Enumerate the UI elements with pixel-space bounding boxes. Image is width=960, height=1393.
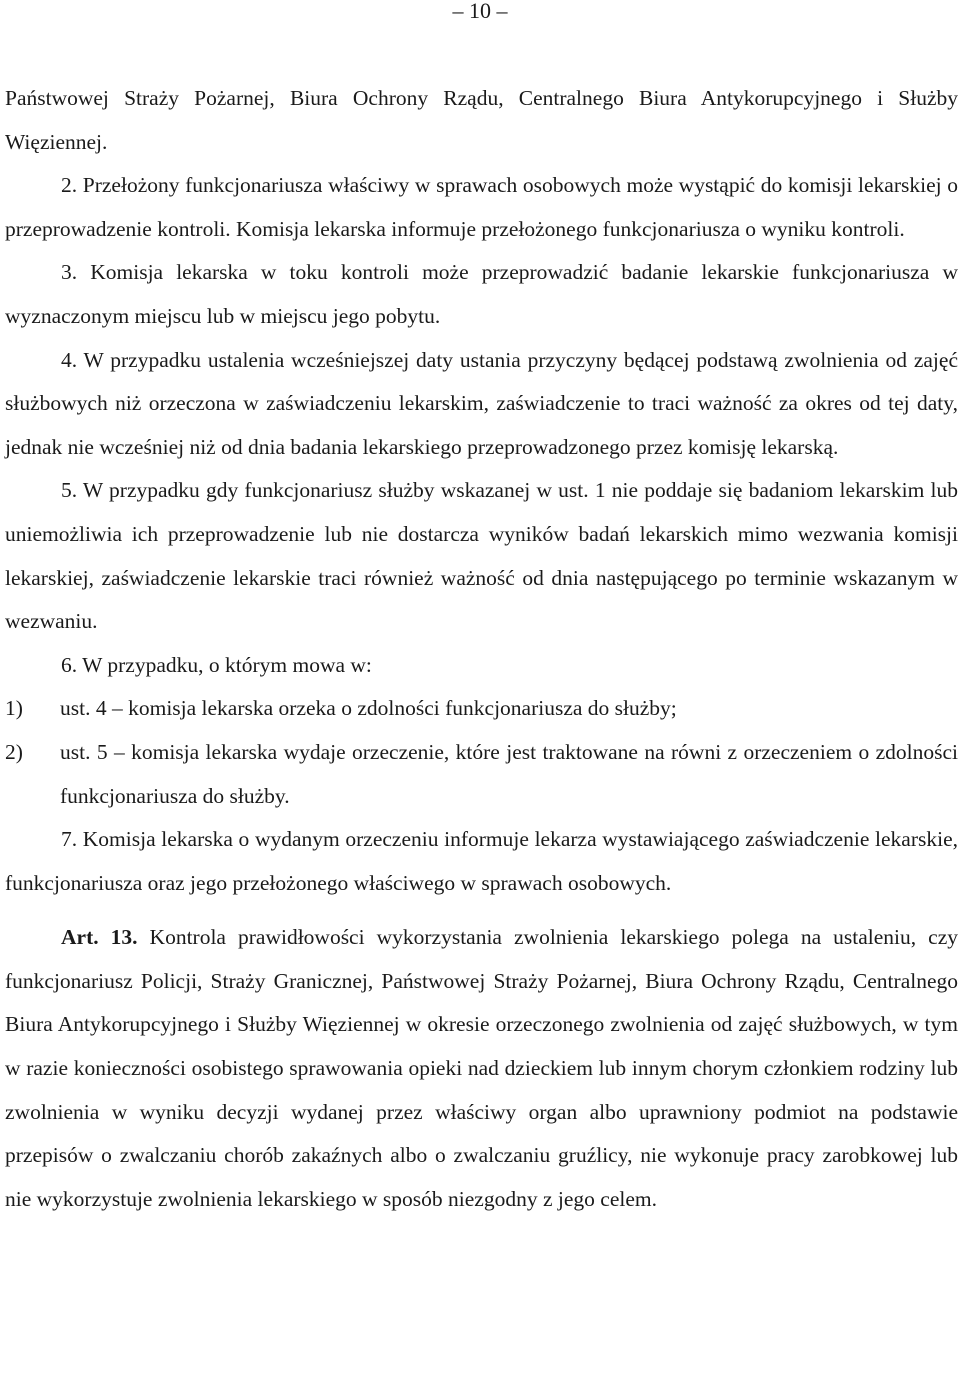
article-13 bbox=[5, 916, 958, 1221]
list-marker: 2) bbox=[5, 739, 23, 764]
list-marker: 1) bbox=[5, 696, 23, 721]
list-item-2 bbox=[5, 731, 958, 818]
document-body bbox=[5, 77, 958, 1221]
list-item-text: ust. 5 – komisja lekarska wydaje orzeczenie, które jest traktowane na równi z orzeczeniem o zdolności funkcjonariusza do służby. bbox=[60, 739, 958, 808]
paragraph-5: 5. W przypadku gdy funkcjonariusz służby wskazanej w ust. 1 nie poddaje się badaniom lekarskim lub uniemożliwia ich przeprowadzenie lub nie dostarcza wyników badań lekarskich mimo wezwania komisji lekarskiej, zaświadczenie lekarskie traci również ważność od dnia następującego po terminie wskazanym w wezwaniu. bbox=[5, 478, 958, 634]
article-text: Kontrola prawidłowości wykorzystania zwolnienia lekarskiego polega na ustaleniu, czy funkcjonariusz Policji, Straży Granicznej, Państwowej Straży Pożarnej, Biura Ochrony Rządu, Centralnego Biura Antykorupcyjnego i Służby Więziennej w okresie orzeczonego zwolnienia od zajęć służbowych, w tym w razie konieczności osobistego sprawowania opieki nad dzieckiem lub innym chorym członkiem rodziny lub zwolnienia w wyniku decyzji wydanej przez właściwy organ albo uprawniony podmiot na podstawie przepisów o zwalczaniu chorób zakaźnych albo o zwalczaniu gruźlicy, nie wykonuje pracy zarobkowej lub nie wykorzystuje zwolnienia lekarskiego w sposób niezgodny z jego celem. bbox=[5, 925, 958, 1211]
paragraph-2: 2. Przełożony funkcjonariusza właściwy w sprawach osobowych może wystąpić do komisji lekarskiej o przeprowadzenie kontroli. Komisja lekarska informuje przełożonego funkcjonariusza o wyniku kontroli. bbox=[5, 173, 958, 241]
article-label: Art. 13. bbox=[61, 925, 138, 950]
paragraph-6: 6. W przypadku, o którym mowa w: bbox=[61, 652, 372, 677]
paragraph-7: 7. Komisja lekarska o wydanym orzeczeniu informuje lekarza wystawiającego zaświadczenie lekarskie, funkcjonariusza oraz jego przełożonego właściwego w sprawach osobowych. bbox=[5, 827, 958, 895]
paragraph-4: 4. W przypadku ustalenia wcześniejszej daty ustania przyczyny będącej podstawą zwolnienia od zajęć służbowych niż orzeczona w zaświadczeniu lekarskim, zaświadczenie to traci ważność za okres od tej daty, jednak nie wcześniej niż od dnia badania lekarskiego przeprowadzonego przez komisję lekarską. bbox=[5, 347, 958, 459]
paragraph-3: 3. Komisja lekarska w toku kontroli może przeprowadzić badanie lekarskie funkcjonariusza w wyznaczonym miejscu lub w miejscu jego pobytu. bbox=[5, 260, 958, 328]
list-item-text: ust. 4 – komisja lekarska orzeka o zdolności funkcjonariusza do służby; bbox=[60, 696, 677, 721]
paragraph-continuation: Państwowej Straży Pożarnej, Biura Ochrony Rządu, Centralnego Biura Antykorupcyjnego i Służby Więziennej. bbox=[5, 86, 958, 154]
list-item-1 bbox=[5, 687, 958, 731]
page-number: – 10 – bbox=[452, 0, 508, 23]
